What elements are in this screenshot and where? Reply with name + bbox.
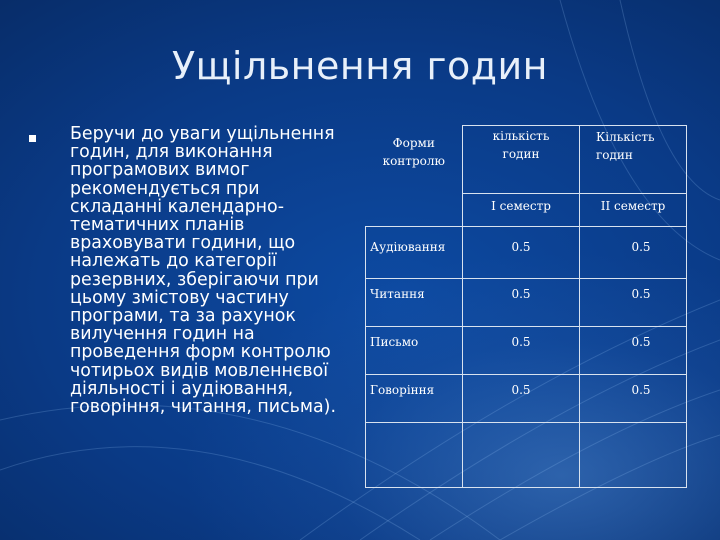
- header-forms: [366, 126, 463, 227]
- row-sem2-value: 0.5: [580, 279, 687, 327]
- semester-second: ІІ семестр: [580, 194, 687, 227]
- table-header-row: [366, 126, 687, 194]
- header-count1-text: кількість годин: [492, 129, 550, 161]
- empty-cell: [463, 423, 580, 488]
- row-label: Говоріння: [366, 375, 463, 423]
- slide-title: Ущільнення годин: [171, 44, 549, 88]
- row-sem2-value: 0.5: [580, 375, 687, 423]
- header-forms-text: Форми контролю: [382, 135, 445, 168]
- row-sem1-value: 0.5: [463, 279, 580, 327]
- table-row: [366, 227, 687, 279]
- row-label: Письмо: [366, 327, 463, 375]
- hours-table: [365, 125, 687, 488]
- empty-cell: [580, 423, 687, 488]
- bullet-square-icon: [29, 135, 36, 142]
- body-paragraph: Беручи до уваги ущільнення годин, для виконання програмових вимог рекомендується при складанні календарно-тематичних планів враховувати години, що належать до категорії резервних, зберігаючи при цьому змістову частину програми, та за рахунок вилучення годин на проведення форм контролю чотирьох видів мовленнєвої діяльності і аудіювання, говоріння, читання, письма).: [70, 124, 336, 418]
- row-sem2-value: 0.5: [580, 227, 687, 279]
- row-sem1-value: 0.5: [463, 327, 580, 375]
- table-row-empty: [366, 423, 687, 488]
- header-count2-text: Кількість годин: [596, 130, 655, 162]
- header-count1: [463, 126, 580, 194]
- row-sem2-value: 0.5: [580, 327, 687, 375]
- table-row: [366, 327, 687, 375]
- row-label: Читання: [366, 279, 463, 327]
- row-sem1-value: 0.5: [463, 375, 580, 423]
- table-row: [366, 375, 687, 423]
- table-row: [366, 279, 687, 327]
- semester-first: І семестр: [463, 194, 580, 227]
- header-count2: [580, 126, 687, 194]
- row-sem1-value: 0.5: [463, 227, 580, 279]
- row-label: Аудіювання: [366, 227, 463, 279]
- empty-cell: [366, 423, 463, 488]
